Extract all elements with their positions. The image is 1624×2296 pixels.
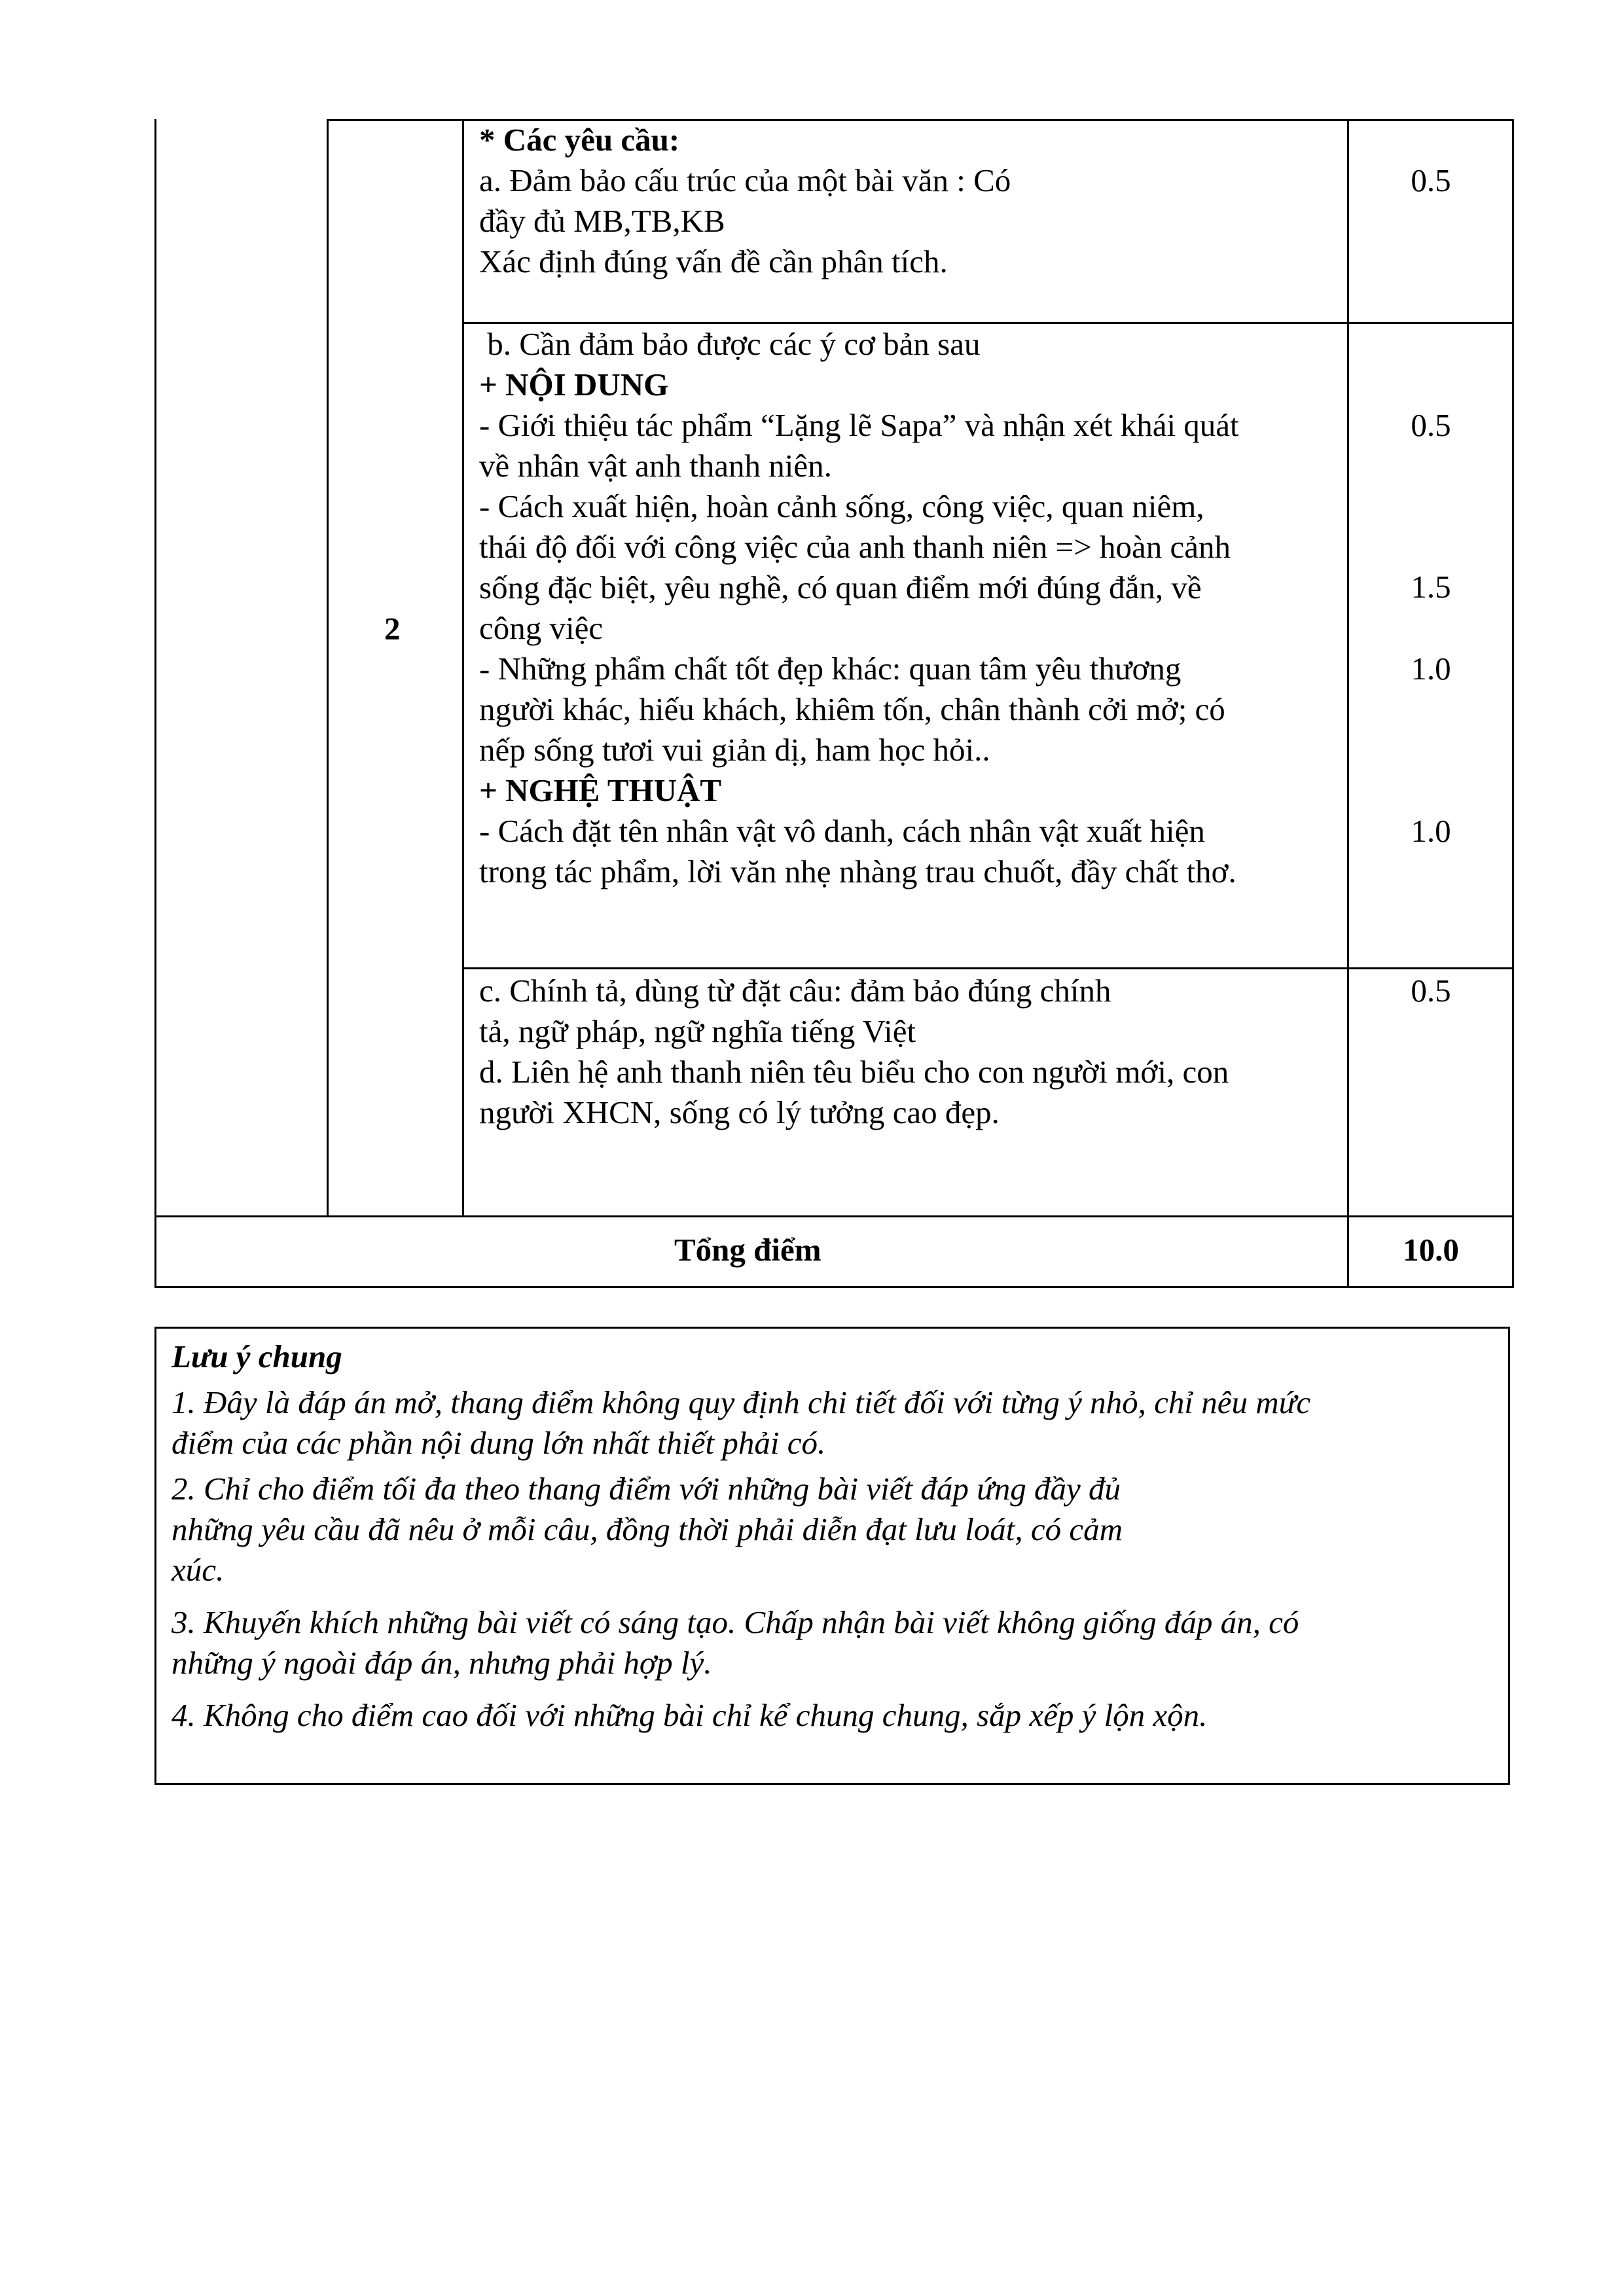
total-score: 10.0 (1403, 1232, 1459, 1268)
row-c-line: người XHCN, sống có lý tưởng cao đẹp. (479, 1094, 1000, 1130)
row-a-line: đầy đủ MB,TB,KB (479, 203, 725, 239)
content-line: nếp sống tươi vui giản dị, ham học hỏi.. (479, 732, 990, 768)
row-b-score: 1.0 (1411, 813, 1451, 849)
requirements-heading: * Các yêu cầu: (479, 122, 680, 158)
note-line: 4. Không cho điểm cao đối với những bài chỉ kể chung chung, sắp xếp ý lộn xộn. (171, 1697, 1208, 1733)
row-b-score: 1.5 (1411, 569, 1451, 605)
art-heading: + NGHỆ THUẬT (479, 772, 722, 808)
row-a-score: 0.5 (1411, 162, 1451, 198)
content-line: sống đặc biệt, yêu nghề, có quan điểm mới đúng đắn, về (479, 569, 1202, 605)
row-c-line: tả, ngữ pháp, ngữ nghĩa tiếng Việt (479, 1013, 916, 1049)
table-divider-col1 (327, 119, 329, 1215)
notes-title: Lưu ý chung (171, 1338, 342, 1374)
row-a-line: Xác định đúng vấn đề cần phân tích. (479, 243, 948, 279)
content-line: - Cách xuất hiện, hoàn cảnh sống, công việc, quan niêm, (479, 488, 1204, 524)
row-a-line: a. Đảm bảo cấu trúc của một bài văn : Có (479, 162, 1011, 198)
note-line: điểm của các phần nội dung lớn nhất thiết phải có. (171, 1425, 826, 1461)
note-line: 3. Khuyến khích những bài viết có sáng tạo. Chấp nhận bài viết không giống đáp án, có (171, 1604, 1299, 1640)
content-line: - Giới thiệu tác phẩm “Lặng lẽ Sapa” và nhận xét khái quát (479, 407, 1239, 443)
note-line: 1. Đây là đáp án mở, thang điểm không quy định chi tiết đối với từng ý nhỏ, chỉ nêu mức (171, 1384, 1311, 1420)
row-b-intro: b. Cần đảm bảo được các ý cơ bản sau (479, 326, 981, 362)
table-divider-score (1347, 119, 1349, 1288)
content-heading: + NỘI DUNG (479, 367, 669, 403)
content-line: - Những phẩm chất tốt đẹp khác: quan tâm yêu thương (479, 651, 1182, 687)
content-line: thái độ đối với công việc của anh thanh niên => hoàn cảnh (479, 529, 1231, 565)
note-line: xúc. (171, 1552, 225, 1588)
row-c-score: 0.5 (1411, 973, 1451, 1009)
question-number: 2 (384, 611, 401, 647)
table-border-bottom (154, 1286, 1514, 1288)
table-border-right (1512, 119, 1514, 1288)
row-b-score: 1.0 (1411, 651, 1451, 687)
content-line: về nhân vật anh thanh niên. (479, 448, 832, 484)
table-border-left (154, 119, 156, 1288)
total-label: Tổng điểm (674, 1232, 821, 1268)
art-line: trong tác phẩm, lời văn nhẹ nhàng trau chuốt, đầy chất thơ. (479, 853, 1236, 889)
art-line: - Cách đặt tên nhân vật vô danh, cách nhân vật xuất hiện (479, 813, 1205, 849)
note-line: những ý ngoài đáp án, nhưng phải hợp lý. (171, 1645, 712, 1681)
total-row-top (154, 1215, 1514, 1217)
content-line: công việc (479, 610, 604, 646)
content-line: người khác, hiếu khách, khiêm tốn, chân thành cởi mở; có (479, 691, 1225, 727)
note-line: 2. Chỉ cho điểm tối đa theo thang điểm với những bài viết đáp ứng đầy đủ (171, 1471, 1121, 1507)
row-divider-b-c (462, 967, 1514, 969)
row-b-score: 0.5 (1411, 407, 1451, 443)
row-c-line: c. Chính tả, dùng từ đặt câu: đảm bảo đúng chính (479, 973, 1111, 1009)
table-divider-col2 (462, 119, 464, 1215)
row-c-line: d. Liên hệ anh thanh niên têu biểu cho con người mới, con (479, 1054, 1229, 1090)
note-line: những yêu cầu đã nêu ở mỗi câu, đồng thời phải diễn đạt lưu loát, có cảm (171, 1511, 1123, 1547)
